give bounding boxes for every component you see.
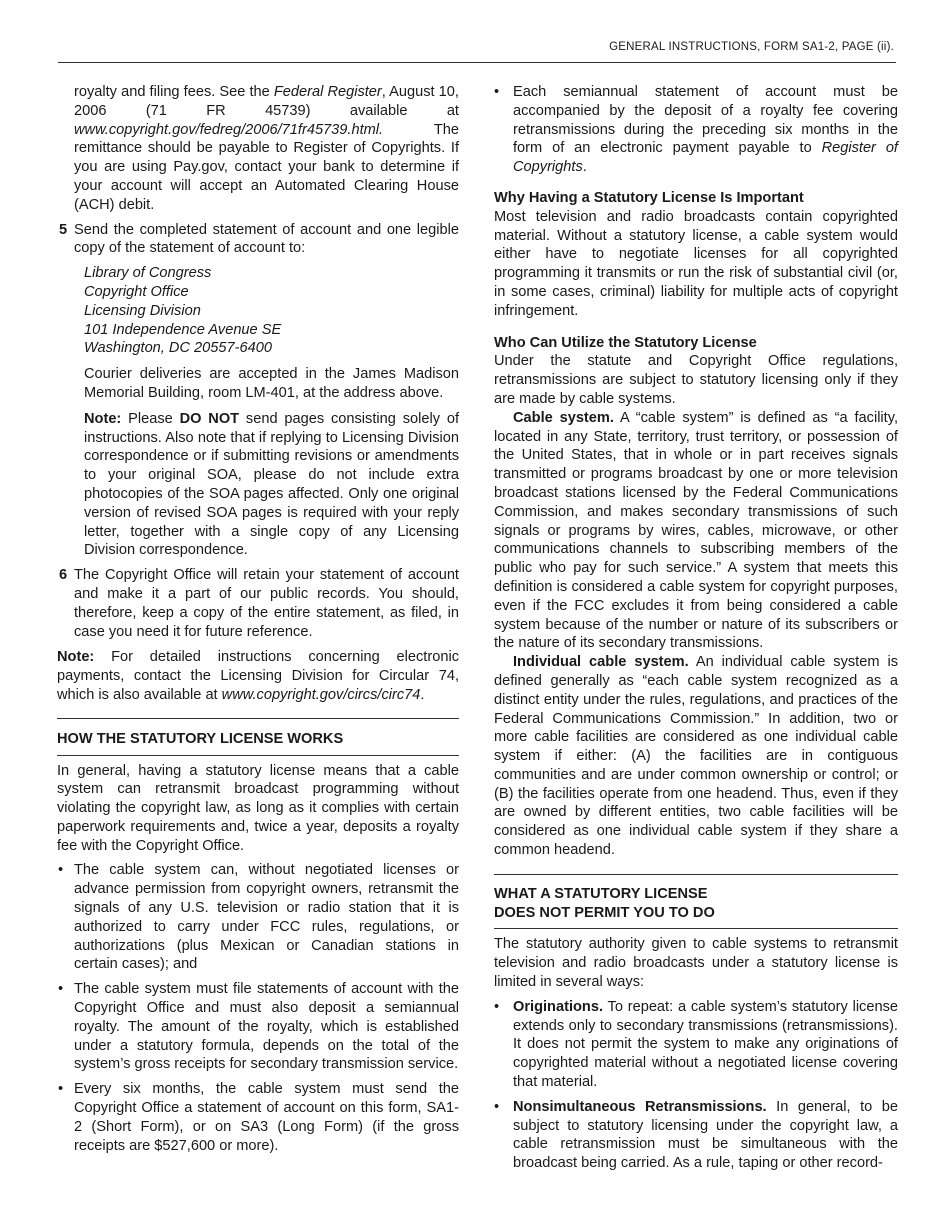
bullet-icon: •	[58, 1081, 64, 1098]
why-heading: Why Having a Statutory License Is Important	[494, 189, 804, 206]
address-line: Licensing Division	[84, 302, 201, 319]
not-permitted-intro: The statutory authority given to cable systems to retransmit television and radio broadcasts under a statutory license is limited in several ways:	[494, 936, 898, 991]
section-heading-what-not-permitted: WHAT A STATUTORY LICENSE DOES NOT PERMIT YOU TO DO	[494, 874, 898, 930]
left-column	[57, 83, 459, 1155]
list-item: • The cable system must file statements of account with the Copyright Office and must also deposit a semiannual royalty. The amount of the royalty, which is established under a statutory formula, depends on the total of the system’s gross receipts for secondary transmission service.	[58, 981, 459, 1073]
address-line: Copyright Office	[84, 283, 189, 300]
who-heading: Who Can Utilize the Statutory License	[494, 334, 757, 351]
bullet-icon: •	[494, 1098, 500, 1115]
address-line: 101 Independence Avenue SE	[84, 321, 282, 338]
circ74-link[interactable]: www.copyright.gov/circs/circ74	[221, 686, 421, 703]
mailing-address	[57, 264, 459, 358]
bullet-icon: •	[494, 84, 500, 100]
item-5	[57, 221, 459, 259]
who-text: Under the statute and Copyright Office regulations, retransmissions are subject to statutory licensing only if they are made by cable systems.	[494, 353, 898, 407]
list-item: • The cable system can, without negotiated licenses or advance permission from copyright owners, retransmit the signals of any U.S. television or radio station that it is authorized to carry under FCC rules, regulations, or authorizations (plus Mexican or Canadian stations in certain cases); and	[58, 862, 459, 973]
page-header	[58, 40, 896, 63]
item-6-number: 6	[59, 567, 68, 584]
bullet-icon: •	[58, 981, 64, 998]
bullet-icon: •	[494, 998, 500, 1015]
right-column	[494, 83, 898, 1173]
list-item: • Each semiannual statement of account must be accompanied by the deposit of a royalty fee covering retransmissions during the preceding six months in the form of an electronic payment payable to Register of Copyrights.	[494, 84, 898, 176]
individual-cable-system-definition: Individual cable system. An individual cable system is defined generally as “each cable system recognized as a distinct entity under the rules, regulations, and practices of the Federal Communications Commission.” In addition, two or more cable facilities are considered as one individual cable system if either: (A) the facilities are in contiguous communities and are under common ownership or control; or (B) the facilities operate from one headend. Thus, even if they are owned by different entities, two cable facilities will be considered as one individual cable system if they share a common headend.	[494, 654, 898, 859]
item-6-text: The Copyright Office will retain your statement of account and make it a part of our public records. You should, therefore, keep a copy of the entire statement, as filed, in case you need it for future reference.	[74, 567, 459, 640]
fees-continuation: royalty and filing fees. See the Federal Register, August 10, 2006 (71 FR 45739) available at www.copyright.gov/fedreg/2006/71fr45739.html. The remittance should be payable to Register of Copyrights. If you are using Pay.gov, contact your bank to determine if your account will accept an Automated Clearing House (ACH) debit.	[74, 84, 459, 213]
header-text: GENERAL INSTRUCTIONS, FORM SA1-2, PAGE (ii).	[609, 41, 894, 53]
section-heading-how-license-works: HOW THE STATUTORY LICENSE WORKS	[57, 718, 459, 756]
address-line: Washington, DC 20557-6400	[84, 340, 272, 357]
list-item: • Originations. To repeat: a cable system’s statutory license extends only to secondary transmissions (retransmissions). It does not permit the system to make any originations of copyrighted material without a negotiated license covering that material.	[494, 998, 898, 1091]
electronic-payment-note: Note: For detailed instructions concerning electronic payments, contact the Licensing Division for Circular 74, which is also available at www.copyright.gov/circs/circ74.	[57, 649, 459, 703]
address-line: Library of Congress	[84, 265, 212, 282]
how-license-works-intro: In general, having a statutory license means that a cable system can retransmit broadcast programming without violating the copyright law, as long as it complies with certain paperwork requirements and, twice a year, deposits a royalty fee with the Copyright Office.	[57, 762, 459, 854]
courier-note: Courier deliveries are accepted in the James Madison Memorial Building, room LM-401, at the address above.	[84, 366, 459, 401]
do-not-note: Note: Please DO NOT send pages consisting solely of instructions. Also note that if replying to Licensing Division correspondence or if submitting revisions or amendments to your original SOA, please do not include extra photocopies of the SOA pages affected. Only one original version of revised SOA pages is required with your reply letter, together with a single copy of any Licensing Division correspondence.	[84, 410, 460, 559]
list-item: • Every six months, the cable system must send the Copyright Office a statement of account on this form, SA1-2 (Short Form), or on SA3 (Long Form) (if the gross receipts are $527,600 or more).	[58, 1081, 459, 1154]
federal-register-ref: Federal Register	[273, 84, 382, 100]
why-text: Most television and radio broadcasts contain copyrighted material. Without a statutory license, a cable system would either have to negotiate licenses for all copyrighted programming it transmits or run the risk of substantial civil (or, in some cases, criminal) liability for multiple acts of copyright infringement.	[494, 208, 898, 319]
cable-system-definition: Cable system. A “cable system” is defined as “a facility, located in any State, territory, trust territory, or possession of the United States, that in whole or in part receives signals transmitted or programs broadcast by one or more television broadcast stations licensed by the Federal Communications Commission, and makes secondary transmissions of such signals or programs by wires, cables, microwave, or other communications channels to subscribing members of the public who pay for such service.” A system that meets this definition is considered a cable system for copyright purposes, even if the FCC excludes it from being considered a cable system because of the number or nature of its subscribers or the nature of its secondary transmissions.	[494, 409, 898, 652]
list-item: • Nonsimultaneous Retransmissions. In general, to be subject to statutory licensing under the copyright law, a cable retransmission must be simultaneous with the broadcast being carried. As a rule, taping or other record-	[494, 1098, 898, 1172]
fedreg-link[interactable]: www.copyright.gov/fedreg/2006/71fr45739.html.	[74, 121, 384, 138]
item-5-text: Send the completed statement of account and one legible copy of the statement of account to:	[74, 221, 459, 257]
item-5-number: 5	[59, 221, 68, 238]
bullet-icon: •	[58, 862, 64, 879]
item-6	[57, 566, 459, 641]
